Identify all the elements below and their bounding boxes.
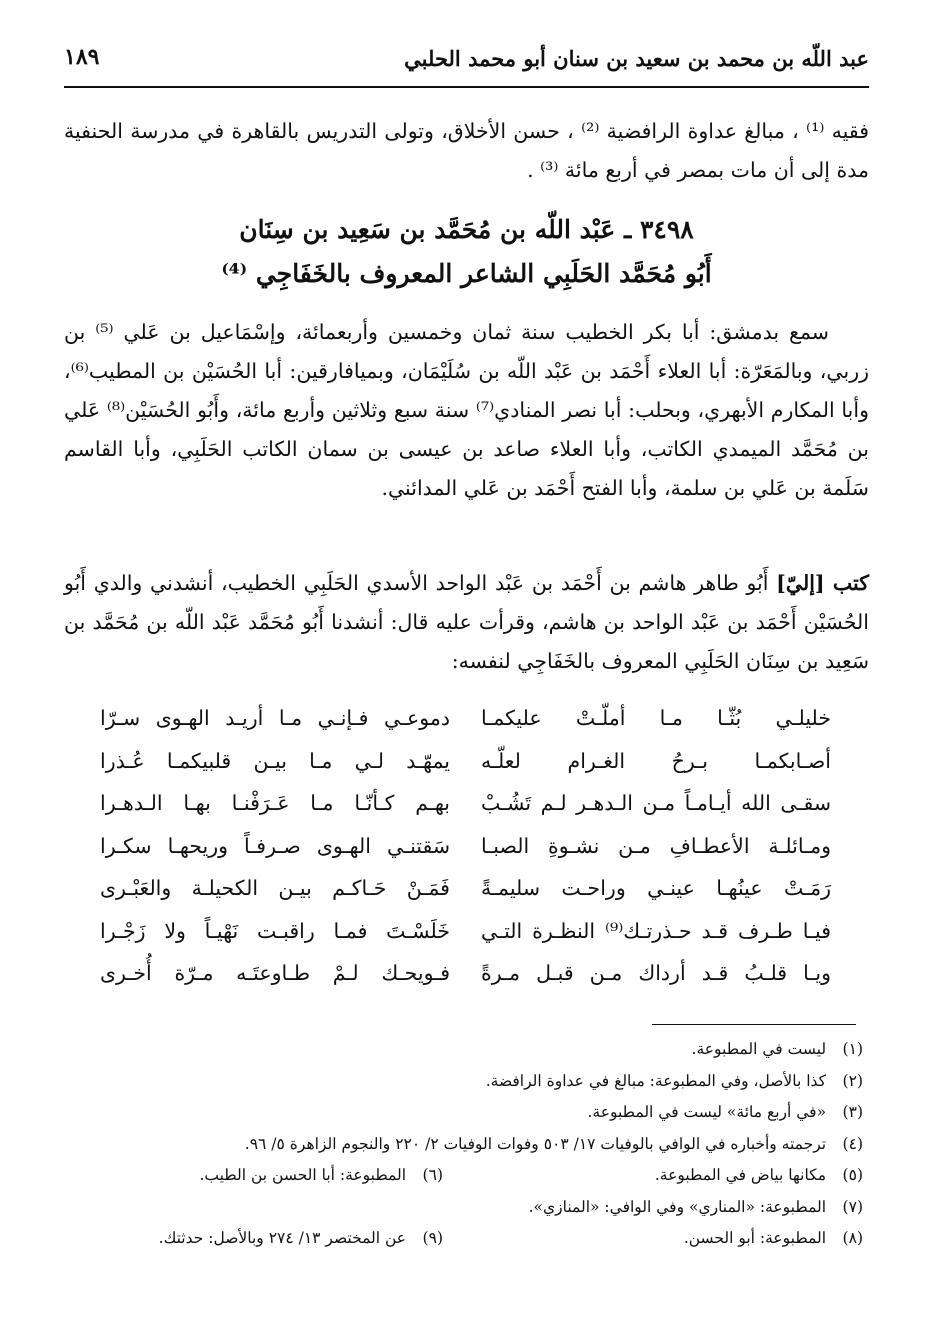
footnote-number: (٤) [842, 1134, 863, 1153]
footnote-row [90, 1198, 863, 1230]
footnote-text: كذا بالأصل، وفي المطبوعة: مبالغ في عداوة الرافضة. [485, 1071, 827, 1090]
footnote [245, 1135, 863, 1153]
footnote-text: «في أربع مائة» ليست في المطبوعة. [587, 1103, 827, 1121]
verse-first-hemistich: سقـى الله أيـامـاً مـن الـدهـر لـم تَشُـبْ [481, 791, 831, 815]
footnote-row [90, 1103, 863, 1135]
poem [100, 706, 831, 1004]
footnote [587, 1103, 863, 1121]
footnote [529, 1198, 863, 1216]
footnote-text: ترجمته وأخباره في الوافي بالوفيات ١٧/ ٥٠٣ وفوات الوفيات ٢/ ٢٢٠ والنجوم الزاهرة ٥/ ٩٦. [244, 1134, 827, 1153]
verse-second-hemistich: دموعـي فـإنـي مـا أريـد الهـوى سـرّا [100, 706, 450, 730]
footnote-row [90, 1072, 863, 1104]
poem-verse [100, 961, 831, 1004]
poem-verse [100, 791, 831, 834]
running-title: عبد اللّه بن محمد بن سعيد بن سنان أبو محمد الحلبي [404, 46, 869, 71]
footnote-row [90, 1135, 863, 1167]
verse-second-hemistich: خَلَسْـتَ فمـا راقبـت نَهْيـاً ولا زَجْـرا [100, 918, 450, 943]
poem-verse [100, 706, 831, 749]
footnote-number: (٧) [842, 1197, 863, 1216]
page-header [64, 40, 869, 88]
page-number: ١٨٩ [64, 44, 100, 70]
footnote-row [90, 1229, 863, 1261]
footnote-number: (١) [842, 1040, 863, 1058]
footnote [159, 1229, 443, 1247]
isnad-lead: كتب [إليّ] [776, 571, 869, 595]
verse-second-hemistich: فَمَـنْ حَـاكـم بيـن الكحيلـة والعَبْـرى [100, 876, 450, 900]
footnote-text: ليست في المطبوعة. [691, 1040, 827, 1058]
footnote-number: (٥) [842, 1166, 863, 1184]
verse-first-hemistich: ويـا قلـبُ قـد أرداك مـن قبـل مـرةً [481, 961, 831, 985]
entry-heading [64, 208, 869, 296]
entry-heading-line-2: أَبُو مُحَمَّد الحَلَبِي الشاعر المعروف بالخَفَاجِي ⁽⁴⁾ [221, 259, 712, 288]
footnote-text: المطبوعة: أبا الحسن بن الطيب. [199, 1166, 407, 1184]
footnote-text: المطبوعة: «المناري» وفي الوافي: «المنازي». [528, 1197, 827, 1216]
verse-second-hemistich: سَقتنـي الهـوى صـرفـاً وريحهـا سكـرا [100, 833, 450, 858]
continuation-paragraph: فقيه ⁽¹⁾ ، مبالغ عداوة الرافضية ⁽²⁾ ، حسن الأخلاق، وتولى التدريس بالقاهرة في مدرسة الحنفية مدة إلى أن مات بمصر في أربع مائة ⁽³⁾ . [64, 119, 869, 182]
footnote-row [90, 1040, 863, 1072]
footnote-number: (٣) [842, 1103, 863, 1121]
poem-verse [100, 919, 831, 962]
poem-verse [100, 876, 831, 919]
verse-second-hemistich: فـويحـك لـمْ طـاوعتَـه مـرّة أُخـرى [100, 961, 450, 985]
footnote-divider [652, 1024, 856, 1025]
footnote [199, 1166, 443, 1184]
footnote [684, 1229, 863, 1247]
verse-second-hemistich: يمهّـد لـي مـا بيـن قلبيكمـا عُـذرا [100, 748, 450, 773]
poem-verse [100, 749, 831, 792]
footnote-text: المطبوعة: أبو الحسن. [683, 1229, 827, 1247]
footnote [486, 1072, 863, 1090]
verse-first-hemistich: أصـابكمـا بـرحُ الغـرام لعلّـه [481, 748, 831, 773]
verse-first-hemistich: رَمَـتْ عينُهـا عينـي وراحـت سليمـةً [481, 876, 831, 900]
footnotes [90, 1040, 863, 1261]
biography-paragraph: سمع بدمشق: أبا بكر الخطيب سنة ثمان وخمسين وأربعمائة، وإسْمَاعيل بن عَلي ⁽⁵⁾ بن زربي، وبالمَعَرّة: أبا العلاء أَحْمَد بن عَبْد اللّه بن سُلَيْمَان، وبميافارقين: أبا الحُسَيْن بن المطيب⁽⁶⁾، وأبا المكارم الأبهري، وبحلب: أبا نصر المنادي⁽⁷⁾ سنة سبع وثلاثين وأربع مائة، وأَبُو الحُسَيْن⁽⁸⁾ عَلي بن مُحَمَّد الميمدي الكاتب، وأبا العلاء صاعد بن عيسى بن سمان الكاتب الحَلَبِي، وأبا القاسم سَلَمة بن عَلي بن سلمة، وأبا الفتح أَحْمَد بن عَلي المدائني. [64, 320, 869, 500]
verse-first-hemistich: خليلـي بُثّـا مـا أملّـتْ عليكمـا [481, 706, 831, 730]
entry-heading-line-1: ٣٤٩٨ ـ عَبْد اللّه بن مُحَمَّد بن سَعِيد بن سِنَان [239, 215, 694, 244]
footnote [655, 1166, 863, 1184]
footnote [692, 1040, 863, 1058]
verse-first-hemistich: ومـائلـة الأعطـافِ مـن نشـوةِ الصبـا [481, 833, 831, 858]
footnote-number: (٩) [422, 1229, 443, 1247]
footnote-row [90, 1166, 863, 1198]
isnad-paragraph [64, 564, 869, 681]
poem-verse [100, 834, 831, 877]
footnote-number: (٨) [842, 1229, 863, 1247]
footnote-text: مكانها بياض في المطبوعة. [654, 1166, 827, 1184]
footnote-text: عن المختصر ١٣/ ٢٧٤ وبالأصل: حدثتك. [158, 1229, 407, 1247]
isnad-text: أَبُو طاهر هاشم بن أَحْمَد بن عَبْد الواحد الأسدي الحَلَبِي الخطيب، أنشدني والدي أَبُو الحُسَيْن أَحْمَد بن عَبْد الواحد بن هاشم، وقرأت عليه قال: أنشدنا أَبُو مُحَمَّد عَبْد اللّه بن مُحَمَّد بن سَعِيد بن سِنَان الحَلَبِي المعروف بالخَفَاجِي لنفسه: [64, 571, 869, 673]
verse-second-hemistich: بهـم كـأنّـا مـا عَـرَفْنـا بهـا الـدهـرا [100, 791, 450, 815]
footnote-number: (٢) [842, 1071, 863, 1090]
verse-first-hemistich: فيـا طـرف قـد حـذرتـك⁽⁹⁾ النظـرة التـي [481, 918, 831, 943]
footnote-number: (٦) [422, 1166, 443, 1184]
